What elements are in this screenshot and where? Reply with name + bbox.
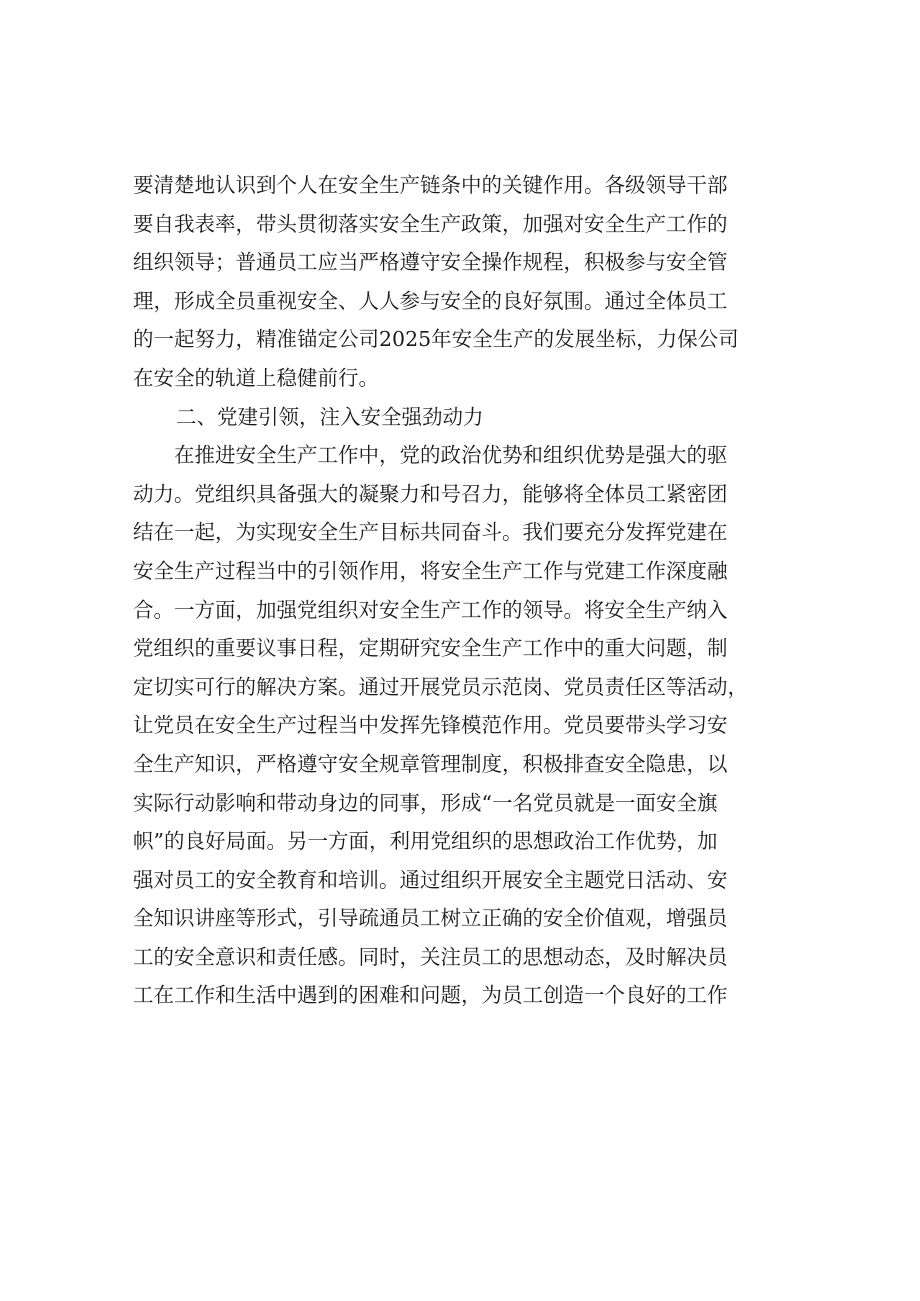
text-line: 在推进安全生产工作中，党的政治优势和组织优势是强大的驱 <box>133 443 728 468</box>
text-line: 动力。党组织具备强大的凝聚力和号召力，能够将全体员工紧密团 <box>133 481 728 506</box>
text-line: 党组织的重要议事日程，定期研究安全生产工作中的重大问题，制 <box>133 636 728 661</box>
text-line: 工的安全意识和责任感。同时，关注员工的思想动态，及时解决员 <box>133 944 728 969</box>
text-line: 要自我表率，带头贯彻落实安全生产政策，加强对安全生产工作的 <box>133 211 728 236</box>
text-line: 让党员在安全生产过程当中发挥先锋模范作用。党员要带头学习安 <box>133 713 728 738</box>
text-line: 全知识讲座等形式，引导疏通员工树立正确的安全价值观，增强员 <box>133 906 728 931</box>
text-line: 安全生产过程当中的引领作用，将安全生产工作与党建工作深度融 <box>133 558 728 583</box>
text-line: 组织领导；普通员工应当严格遵守安全操作规程，积极参与安全管 <box>133 250 728 275</box>
text-line: 合。一方面，加强党组织对安全生产工作的领导。将安全生产纳入 <box>133 597 728 622</box>
text-line: 工在工作和生活中遇到的困难和问题，为员工创造一个良好的工作 <box>133 983 728 1008</box>
text-line: 全生产知识，严格遵守安全规章管理制度，积极排查安全隐患，以 <box>133 751 728 776</box>
text-line: 理，形成全员重视安全、人人参与安全的良好氛围。通过全体员工 <box>133 288 728 313</box>
text-line: 帜”的良好局面。另一方面，利用党组织的思想政治工作优势，加 <box>133 829 718 854</box>
text-line: 强对员工的安全教育和培训。通过组织开展安全主题党日活动、安 <box>133 867 728 892</box>
section-heading: 二、党建引领，注入安全强劲动力 <box>176 404 484 429</box>
text-line: 要清楚地认识到个人在安全生产链条中的关键作用。各级领导干部 <box>133 173 728 197</box>
paragraph-continuation <box>133 166 797 398</box>
paragraph-party-building <box>133 436 797 1015</box>
document-body <box>133 166 797 1015</box>
text-line: 的一起努力，精准锚定公司2025年安全生产的发展坐标，力保公司 <box>133 327 739 352</box>
text-line: 定切实可行的解决方案。通过开展党员示范岗、党员责任区等活动， <box>133 674 748 699</box>
text-line: 实际行动影响和带动身边的同事，形成“一名党员就是一面安全旗 <box>133 790 718 815</box>
text-line: 在安全的轨道上稳健前行。 <box>133 365 379 390</box>
text-line: 结在一起，为实现安全生产目标共同奋斗。我们要充分发挥党建在 <box>133 520 728 545</box>
